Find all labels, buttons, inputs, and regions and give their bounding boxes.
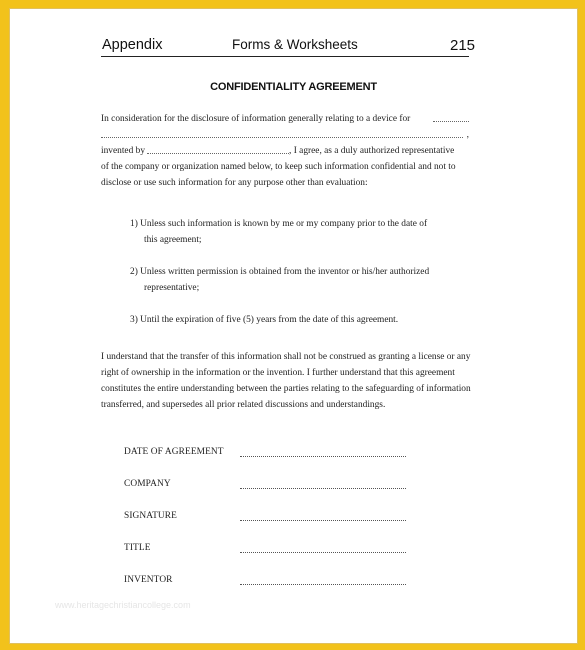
title-label: TITLE — [124, 543, 151, 553]
signature-label: SIGNATURE — [124, 511, 177, 521]
intro-line-2 — [101, 127, 469, 143]
condition-3 — [130, 312, 398, 328]
condition-3-line-1: 3) Until the expiration of five (5) years from the date of this agreement. — [130, 315, 399, 325]
signature-field[interactable] — [240, 520, 406, 521]
intro-line-3 — [101, 143, 469, 159]
intro-text-4: of the company or organization named below, to keep such information confidential and not to — [101, 162, 456, 172]
understanding-text-4: transferred, and supersedes all prior related discussions and understandings. — [101, 400, 386, 410]
intro-text-5: disclose or use such information for any purpose other than evaluation: — [101, 178, 368, 188]
understanding-line-2 — [101, 365, 469, 381]
company-label: COMPANY — [124, 479, 171, 489]
understanding-text-2: right of ownership in the information or the invention. I further understand that this agreement — [101, 368, 455, 378]
understanding-line-3 — [101, 381, 469, 397]
invented-by-label: invented by — [101, 146, 146, 156]
date-of-agreement-label: DATE OF AGREEMENT — [124, 447, 224, 457]
intro-line-4 — [101, 159, 469, 175]
intro-line-1 — [101, 111, 469, 127]
document-page — [9, 8, 578, 644]
comma: , — [466, 130, 469, 140]
inventor-name-blank[interactable] — [147, 143, 289, 154]
understanding-text-3: constitutes the entire understanding between the parties relating to the safeguarding of information — [101, 384, 471, 394]
understanding-line-1 — [101, 349, 469, 365]
page-number: 215 — [450, 37, 476, 54]
condition-2-line-2: representative; — [144, 283, 200, 293]
intro-line-5 — [101, 175, 469, 191]
understanding-line-4 — [101, 397, 469, 413]
device-blank[interactable] — [433, 111, 469, 122]
condition-1-line-2: this agreement; — [144, 235, 202, 245]
date-of-agreement-field[interactable] — [240, 456, 406, 457]
title-field[interactable] — [240, 552, 406, 553]
inventor-field[interactable] — [240, 584, 406, 585]
understanding-text-1: I understand that the transfer of this information shall not be construed as granting a license or any — [101, 352, 471, 362]
understanding-paragraph — [101, 349, 469, 413]
watermark: www.heritagechristiancollege.com — [55, 600, 191, 610]
condition-2-line-1: 2) Unless written permission is obtained from the inventor or his/her authorized — [130, 267, 430, 277]
header-chapter-title: Forms & Worksheets — [232, 37, 358, 52]
device-description-blank[interactable] — [101, 127, 463, 138]
header-section-label: Appendix — [102, 37, 163, 53]
document-title: CONFIDENTIALITY AGREEMENT — [210, 81, 377, 93]
condition-2 — [130, 264, 429, 296]
inventor-label: INVENTOR — [124, 575, 173, 585]
intro-text-1: In consideration for the disclosure of information generally relating to a device for — [101, 114, 411, 124]
page-header — [10, 9, 577, 69]
header-divider — [101, 56, 469, 57]
intro-paragraph — [101, 111, 469, 191]
condition-1-line-1: 1) Unless such information is known by me or my company prior to the date of — [130, 219, 428, 229]
intro-text-3: , I agree, as a duly authorized representative — [289, 146, 455, 156]
condition-1 — [130, 216, 427, 248]
company-field[interactable] — [240, 488, 406, 489]
